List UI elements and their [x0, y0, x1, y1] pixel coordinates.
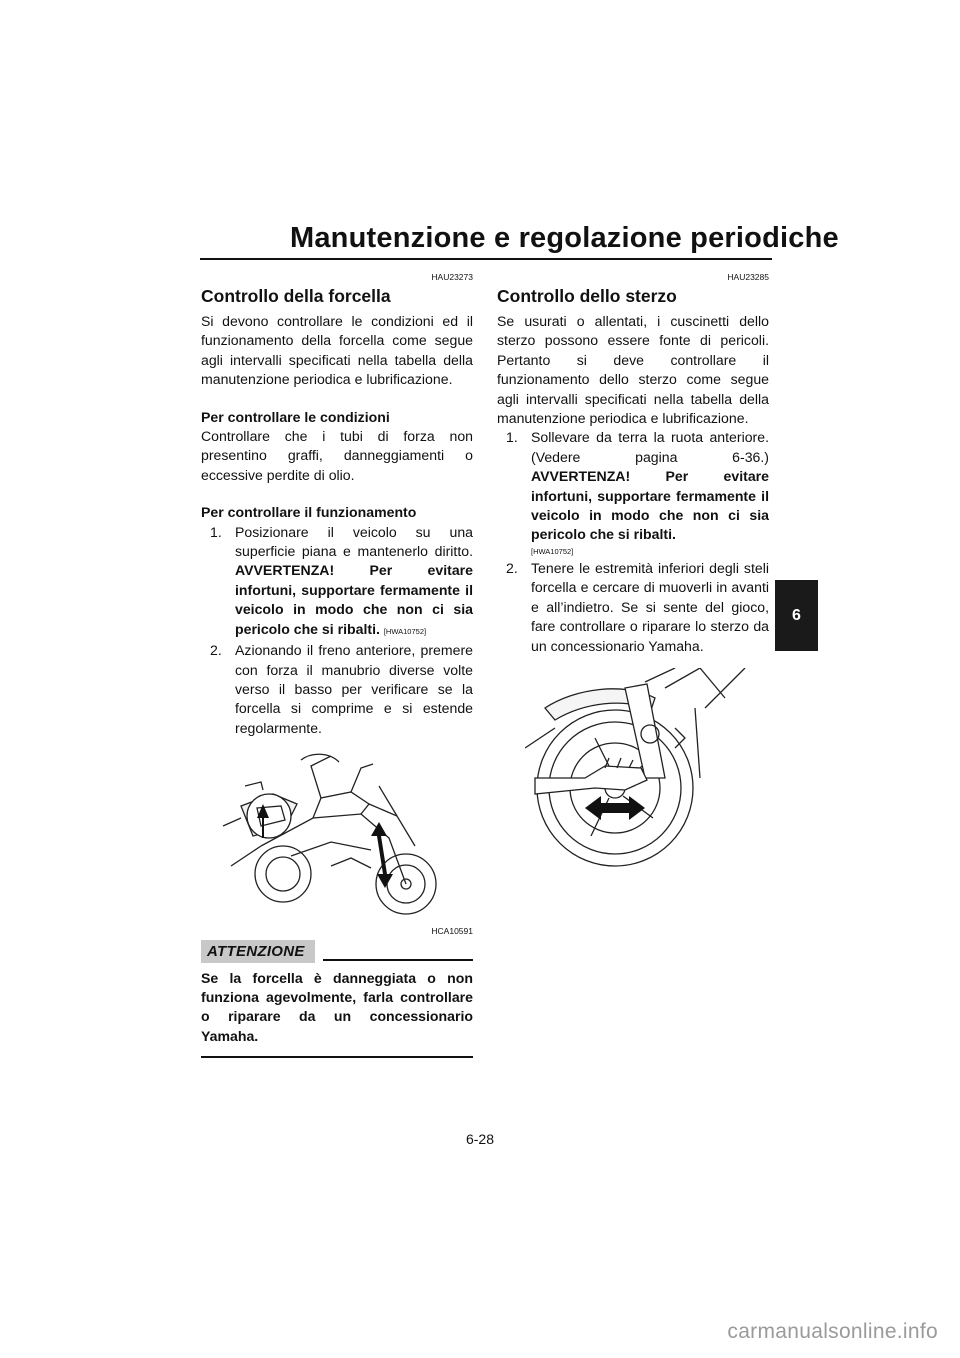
motorcycle-fork-illustration — [201, 746, 473, 926]
page-title: Manutenzione e regolazione periodiche — [290, 222, 839, 254]
step-number: 1. — [210, 523, 222, 540]
left-column — [201, 272, 473, 1058]
section-intro: Se usurati o allentati, i cuscinetti dello sterzo possono essere fonte di pericoli. Pertanto si deve controllare il funzionamento dello sterzo come segue agli intervalli specificati nella tabella della manutenzione periodica e lubrificazione. — [497, 313, 769, 427]
steering-check-illustration — [525, 668, 755, 868]
subheading-conditions: Per controllare le condizioni — [201, 408, 390, 425]
watermark: carmanualsonline.info — [727, 1320, 938, 1343]
warning-code: [HWA10752] — [531, 546, 574, 556]
warning-code: [HWA10752] — [383, 626, 427, 636]
right-column — [497, 272, 769, 868]
caution-rule — [201, 1056, 473, 1058]
list-item — [201, 523, 473, 641]
figure-code: HCA10591 — [431, 926, 473, 937]
steps-list — [201, 523, 473, 738]
step-number: 2. — [210, 642, 222, 659]
conditions-text: Controllare che i tubi di forza non presentino graffi, danneggiamenti o eccessive perdite di olio. — [201, 428, 473, 483]
warning-text: AVVERTENZA! Per evitare infortuni, supportare fermamente il veicolo in modo che non ci sia pericolo che si ribalti. — [235, 562, 473, 637]
step-text: Posizionare il veicolo su una superficie piana e mantenerlo diritto. — [235, 523, 473, 560]
list-item — [201, 641, 473, 738]
caution-line — [323, 959, 473, 961]
step-number: 2. — [506, 559, 518, 576]
step-text: Azionando il freno anteriore, premere con forza il manubrio diverse volte verso il basso per verificare se la forcella si comprime e si estende regolarmente. — [235, 642, 473, 736]
warning-text: AVVERTENZA! Per evitare infortuni, supportare fermamente il veicolo in modo che non ci sia pericolo che si ribalti. — [531, 468, 769, 543]
subheading-operation: Per controllare il funzionamento — [201, 504, 417, 521]
step-text: Sollevare da terra la ruota anteriore. (Vedere pagina 6-36.) — [531, 429, 769, 465]
caution-text: Se la forcella è danneggiata o non funziona agevolmente, farla controllare o riparare da un concessionario Yamaha. — [201, 969, 473, 1044]
title-rule — [200, 258, 772, 260]
section-intro: Si devono controllare le condizioni ed il funzionamento della forcella come segue agli intervalli specificati nella tabella della manutenzione periodica e lubrificazione. — [201, 313, 473, 388]
section-heading: Controllo della forcella — [201, 286, 391, 306]
list-item — [497, 428, 769, 558]
chapter-tab: 6 — [775, 580, 818, 651]
caution-box — [201, 940, 473, 1058]
steps-list — [497, 428, 769, 655]
caution-label: ATTENZIONE — [201, 940, 315, 962]
list-item — [497, 559, 769, 656]
section-code: HAU23273 — [431, 272, 473, 282]
step-number: 1. — [506, 429, 518, 446]
step-text: Tenere le estremità inferiori degli steli forcella e cercare di muoverli in avanti e all’indietro. Se si sente del gioco, fare controllare o riparare lo sterzo da un concessionario Yamaha. — [531, 559, 769, 654]
section-code: HAU23285 — [727, 272, 769, 282]
section-heading: Controllo dello sterzo — [497, 286, 677, 306]
page-number: 6-28 — [465, 1131, 495, 1147]
